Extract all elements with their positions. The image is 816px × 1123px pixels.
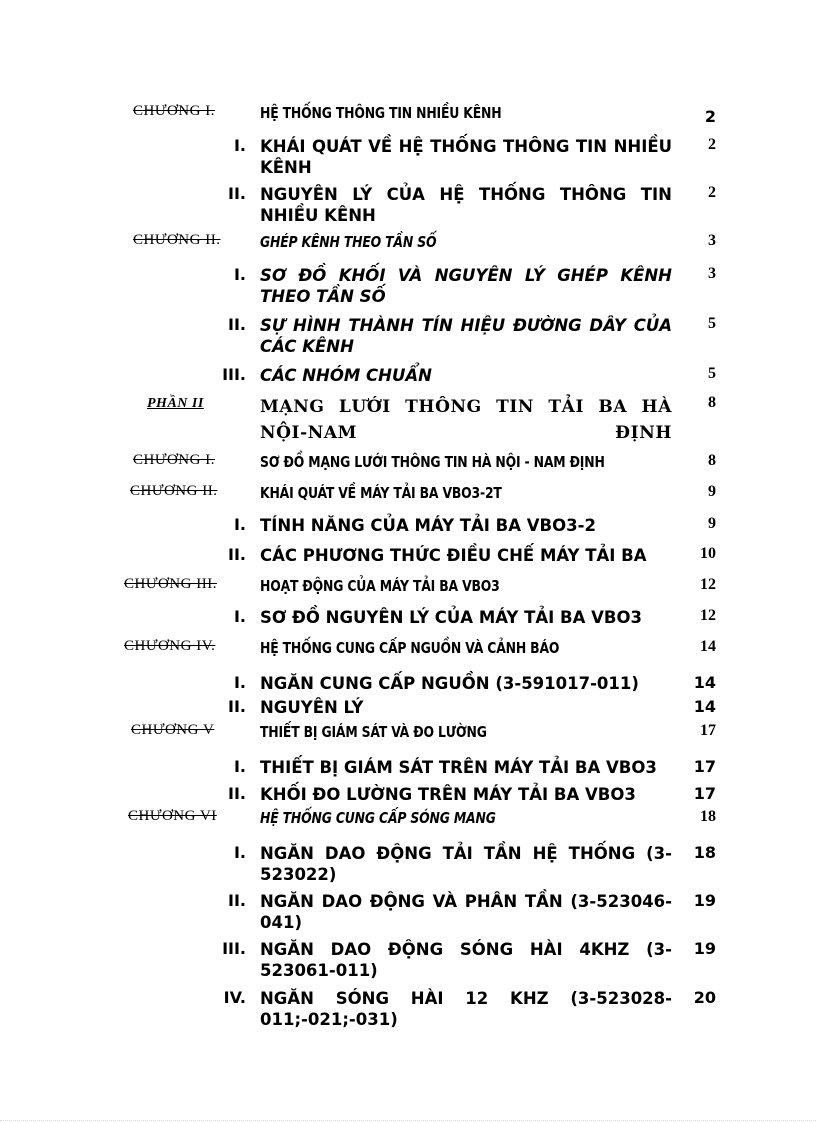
- entry-title: THIẾT BỊ GIÁM SÁT TRÊN MÁY TẢI BA VBO3: [260, 758, 657, 777]
- page-number: 19: [693, 891, 716, 910]
- section-number: I.: [233, 843, 246, 862]
- page-number: 14: [700, 638, 716, 655]
- page-number: 17: [693, 757, 716, 776]
- entry-title: SƠ ĐỒ MẠNG LƯỚI THÔNG TIN HÀ NỘI - NAM ĐỊNH: [260, 453, 605, 471]
- entry-title: NGĂN SÓNG HÀI 12 KHZ (3-523028-011;-021;-031): [260, 989, 672, 1029]
- entry-title: KHÁI QUÁT VỀ MÁY TẢI BA VBO3-2T: [260, 484, 502, 502]
- part-label: PHẦN II: [147, 396, 204, 411]
- entry-title: MẠNG LƯỚI THÔNG TIN TẢI BA HÀ NỘI-NAM ĐỊNH: [260, 397, 672, 443]
- section-number: II.: [228, 184, 246, 203]
- page-number: 12: [700, 607, 716, 624]
- entry-title: GHÉP KÊNH THEO TẦN SỐ: [260, 233, 437, 251]
- page-number: 20: [693, 988, 716, 1007]
- page-number: 14: [693, 673, 716, 692]
- entry-title: SỰ HÌNH THÀNH TÍN HIỆU ĐƯỜNG DÂY CỦA CÁC KÊNH: [260, 316, 672, 356]
- page-number: 14: [693, 697, 716, 716]
- chapter-label: CHƯƠNG II.: [133, 232, 221, 248]
- page-number: 17: [700, 722, 716, 739]
- entry-title: HỆ THỐNG CUNG CẤP SÓNG MANG: [260, 809, 496, 827]
- chapter-label: CHƯƠNG I.: [133, 452, 215, 468]
- page-number: 2: [704, 107, 716, 126]
- entry-title: NGĂN DAO ĐỘNG TẢI TẦN HỆ THỐNG (3-523022): [260, 844, 672, 884]
- entry-title: NGUYÊN LÝ CỦA HỆ THỐNG THÔNG TIN NHIỀU KÊNH: [260, 185, 672, 225]
- entry-title: CÁC PHƯƠNG THỨC ĐIỀU CHẾ MÁY TẢI BA: [260, 546, 647, 565]
- entry-title: NGĂN DAO ĐỘNG SÓNG HÀI 4KHZ (3-523061-011): [260, 940, 672, 980]
- page-number: 10: [700, 545, 716, 562]
- page-number: 5: [708, 365, 716, 382]
- entry-title: THIẾT BỊ GIÁM SÁT VÀ ĐO LƯỜNG: [260, 723, 487, 741]
- page-number: 18: [693, 843, 716, 862]
- page-number: 2: [708, 184, 716, 201]
- section-number: II.: [228, 697, 246, 716]
- section-number: III.: [222, 939, 246, 958]
- entry-title: NGĂN DAO ĐỘNG VÀ PHÂN TẦN (3-523046-041): [260, 892, 672, 932]
- page-number: 3: [708, 232, 716, 249]
- section-number: I.: [233, 136, 246, 155]
- section-number: I.: [233, 673, 246, 692]
- section-number: II.: [228, 891, 246, 910]
- entry-title: CÁC NHÓM CHUẨN: [260, 366, 432, 385]
- page-number: 3: [708, 265, 716, 282]
- page-number: 17: [693, 784, 716, 803]
- entry-title: NGĂN CUNG CẤP NGUỒN (3-591017-011): [260, 674, 639, 693]
- section-number: I.: [233, 607, 246, 626]
- section-number: II.: [228, 315, 246, 334]
- entry-title: SƠ ĐỒ KHỐI VÀ NGUYÊN LÝ GHÉP KÊNH THEO TẦN SỐ: [260, 266, 672, 306]
- section-number: II.: [228, 545, 246, 564]
- section-number: III.: [222, 365, 246, 384]
- page-bottom-border: [0, 1120, 816, 1122]
- page-number: 8: [708, 452, 716, 469]
- entry-title: HOẠT ĐỘNG CỦA MÁY TẢI BA VBO3: [260, 577, 500, 595]
- section-number: II.: [228, 784, 246, 803]
- entry-title: NGUYÊN LÝ: [260, 698, 364, 717]
- chapter-label: CHƯƠNG V: [131, 722, 215, 738]
- page-number: 9: [708, 483, 716, 500]
- page-number: 8: [708, 394, 716, 411]
- chapter-label: CHƯƠNG VI: [128, 808, 217, 824]
- page-number: 19: [693, 939, 716, 958]
- page-number: 18: [700, 808, 716, 825]
- chapter-label: CHƯƠNG IV.: [124, 638, 216, 654]
- entry-title: KHỐI ĐO LƯỜNG TRÊN MÁY TẢI BA VBO3: [260, 785, 636, 804]
- entry-title: SƠ ĐỒ NGUYÊN LÝ CỦA MÁY TẢI BA VBO3: [260, 608, 642, 627]
- page-number: 9: [708, 515, 716, 532]
- page-number: 2: [708, 136, 716, 153]
- section-number: I.: [233, 757, 246, 776]
- chapter-label: CHƯƠNG I.: [133, 103, 215, 119]
- section-number: IV.: [223, 988, 246, 1007]
- page-number: 5: [708, 315, 716, 332]
- chapter-label: CHƯƠNG II.: [130, 483, 218, 499]
- section-number: I.: [233, 265, 246, 284]
- entry-title: HỆ THỐNG THÔNG TIN NHIỀU KÊNH: [260, 104, 502, 122]
- page-number: 12: [700, 576, 716, 593]
- entry-title: HỆ THỐNG CUNG CẤP NGUỒN VÀ CẢNH BÁO: [260, 639, 560, 657]
- chapter-label: CHƯƠNG III.: [124, 576, 217, 592]
- entry-title: TÍNH NĂNG CỦA MÁY TẢI BA VBO3-2: [260, 516, 596, 535]
- entry-title: KHÁI QUÁT VỀ HỆ THỐNG THÔNG TIN NHIỀU KÊNH: [260, 137, 672, 177]
- section-number: I.: [233, 515, 246, 534]
